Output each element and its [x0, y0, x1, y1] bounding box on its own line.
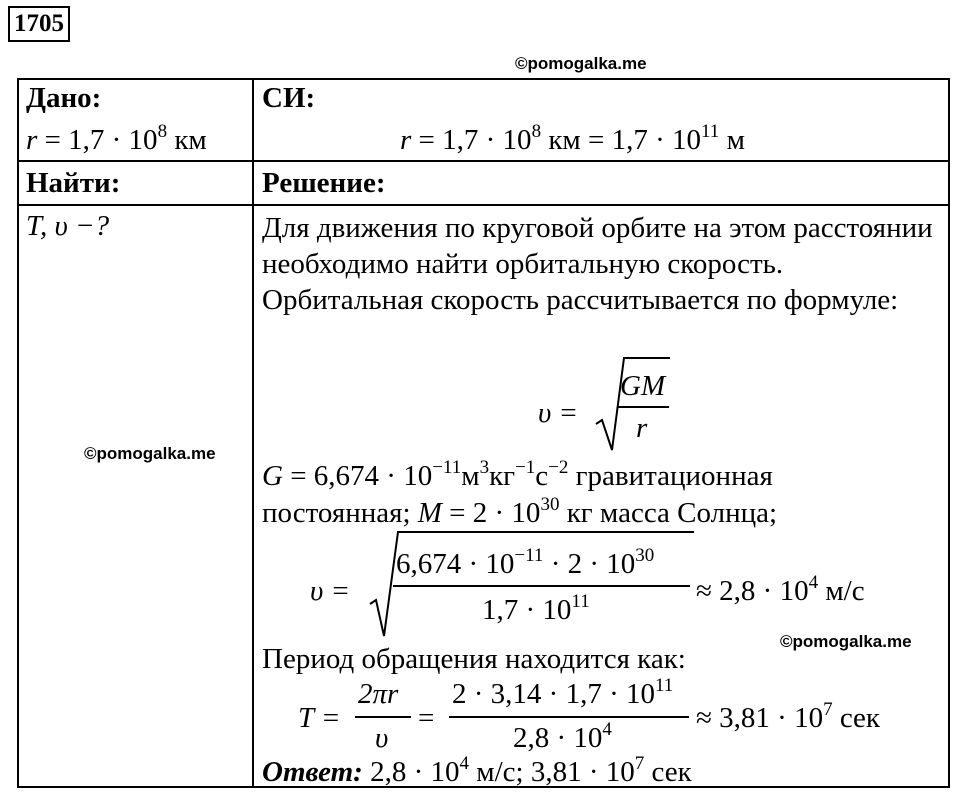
watermark: ©pomogalka.me	[780, 632, 912, 651]
watermark: ©pomogalka.me	[515, 54, 647, 73]
given-r: $r = 1,7 \cdot 10^8$ км	[26, 121, 207, 156]
watermark: ©pomogalka.me	[84, 444, 216, 463]
answer-line: Ответ: $2,8 \cdot 10^4$ м/с; $3,81 \cdot 10^7$ сек	[262, 753, 692, 788]
problem-number: 1705	[8, 6, 70, 42]
sun-mass-line: постоянная; $M = 2 \cdot 10^{30}$ кг масса Солнца;	[262, 494, 778, 529]
formula-gm: GM	[620, 370, 666, 402]
row-divider	[17, 160, 950, 162]
period-f1-denominator: υ	[375, 722, 389, 754]
v-calc-numerator: $6,674 \cdot 10^{-11} \cdot 2 \cdot 10^{30}$	[396, 545, 655, 580]
period-text: Период обращения находится как:	[262, 643, 686, 675]
period-f2-numerator: $2 \cdot 3,14 \cdot 1,7 \cdot 10^{11}$	[452, 675, 674, 710]
solution-title: Решение:	[262, 167, 386, 199]
formula-r: r	[636, 412, 648, 444]
fraction-bar	[393, 585, 690, 587]
si-title: СИ:	[262, 82, 316, 114]
period-f2-denominator: $2,8 \cdot 10^4$	[513, 719, 612, 754]
fraction-bar	[449, 716, 689, 718]
period-equals: =	[418, 702, 435, 734]
column-divider	[252, 78, 254, 788]
g-constant-line: $G = 6,674 \cdot 10^{-11}м^3кг^{-1}с^{-2}$ гравитационная	[262, 457, 773, 492]
si-conversion: $r = 1,7 \cdot 10^8$ км = $1,7 \cdot 10^{11}$ м	[400, 121, 745, 156]
v-calc-label: υ =	[310, 575, 351, 607]
period-result: ≈ $3,81 \cdot 10^7$ сек	[696, 699, 881, 734]
fraction-bar	[355, 716, 411, 718]
sqrt-sign	[594, 354, 674, 454]
v-calc-denominator: $1,7 \cdot 10^{11}$	[482, 591, 590, 626]
formula-v-label: υ =	[538, 397, 579, 429]
given-title: Дано:	[26, 82, 102, 114]
row-divider	[17, 204, 950, 206]
v-calc-result: ≈ $2,8 \cdot 10^4$ м/с	[696, 572, 865, 607]
period-f1-numerator: 2πr	[358, 678, 399, 710]
solution-intro: Для движения по круговой орбите на этом расстоянии необходимо найти орбитальную скорость. Орбитальная скорость рассчитывается по формуле:	[262, 212, 933, 316]
period-label: T =	[298, 702, 341, 734]
fraction-bar	[617, 406, 669, 408]
find-title: Найти:	[26, 167, 121, 199]
find-expr: T, υ −?	[26, 210, 110, 242]
